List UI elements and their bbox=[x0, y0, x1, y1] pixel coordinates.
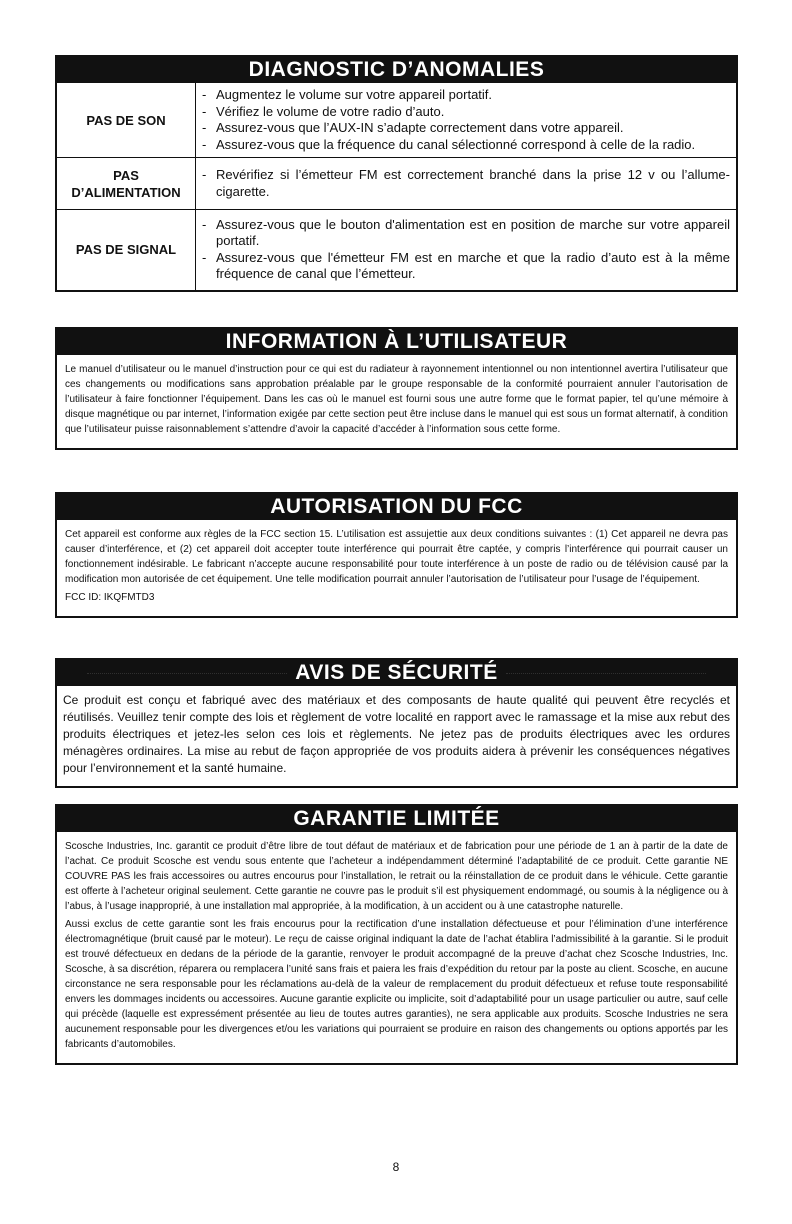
warranty-paragraph-1: Scosche Industries, Inc. garantit ce produit d’être libre de tout défaut de matériaux et de fabrication pour une période de 1 an à partir de la date de l’achat. Ce produit Scosche est vendu sous entente que l’acheteur a indépendamment déterminé l’adaptabilité de ce produit. Cette garantie NE COUVRE PAS les frais accessoires ou autres encourus pour l’installation, le retrait ou la réinstallation de ce produit dans le véhicule. Cette garantie est offerte à l’acheteur original seulement. Cette garantie ne couvre pas le produit s’il est physiquement endommagé, ou soumis à la négligence ou à l’abus, à l’usage inapproprié, à une installation mal appropriée, à la modification, à un accident ou à une catastrophe naturelle. bbox=[65, 841, 728, 912]
page-number: 8 bbox=[392, 1160, 400, 1174]
diagnostic-title: DIAGNOSTIC D’ANOMALIES bbox=[57, 57, 736, 83]
fcc-id: FCC ID: IKQFMTD3 bbox=[65, 592, 155, 603]
user-info-title: INFORMATION À L’UTILISATEUR bbox=[57, 329, 736, 355]
safety-text: Ce produit est conçu et fabriqué avec des matériaux et des composants de haute qualité qui peuvent être recyclés et réutilisés. Veuillez tenir compte des lois et règlement de votre localité en rapport avec le ramassage et la mise aux rebut des produits électriques et jetez-les selon ces lois et règlements. Ne jetez pas de produits électriques avec les ordures ménagères ordinaires. La mise au rebut de façon appropriée de vos produits aidera à prévenir les conséquences négatives pour l’environnement et la santé humaine. bbox=[63, 693, 730, 775]
list-item: - Vérifiez le volume de votre radio d’auto. bbox=[202, 103, 445, 119]
row-label-no-sound: PAS DE SON bbox=[57, 83, 196, 158]
list-item: - Assurez-vous que la fréquence du canal sélectionné correspond à celle de la radio. bbox=[202, 136, 696, 152]
list-item: - Assurez-vous que l'émetteur FM est en marche et que la radio d’auto est à la même fréquence de canal que l’émetteur. bbox=[202, 249, 730, 282]
user-info-body bbox=[57, 355, 736, 448]
list-item: - Revérifiez si l’émetteur FM est correctement branché dans la prise 12 v ou l’allume-cigarette. bbox=[202, 167, 730, 199]
fcc-title: AUTORISATION DU FCC bbox=[57, 494, 736, 520]
row-items-no-sound bbox=[196, 83, 737, 158]
table-row bbox=[57, 210, 736, 290]
user-info-text: Le manuel d’utilisateur ou le manuel d’instruction pour ce qui est du radiateur à rayonnement intentionnel ou non intentionnel avertira l’utilisateur que ces changements ou modifications sans approbation préalable par le groupe responsable de la conformité pourraient annuler l’autorisation de l’utilisateur à faire fonctionner l’équipement. Dans les cas où le manuel est fourni sous une autre forme que le format papier, tel qu’une mémoire à disque magnétique ou par internet, l’information exigée par cette section peut être incluse dans le manuel qui est sous un format alternatif, à condition que l’utilisateur puisse raisonnablement s’attendre d’avoir la capacité d’accéder à l’information sous cette forme. bbox=[65, 364, 728, 435]
warranty-title: GARANTIE LIMITÉE bbox=[57, 806, 736, 832]
fcc-section bbox=[55, 492, 738, 618]
row-label-no-signal: PAS DE SIGNAL bbox=[57, 210, 196, 290]
safety-section bbox=[55, 658, 738, 788]
row-items-no-power bbox=[196, 158, 737, 210]
safety-body bbox=[57, 686, 736, 786]
safety-title-bar bbox=[57, 660, 736, 686]
row-items-no-signal bbox=[196, 210, 737, 290]
diagnostic-section bbox=[55, 55, 738, 292]
diagnostic-table bbox=[57, 83, 736, 290]
warranty-paragraph-2: Aussi exclus de cette garantie sont les frais encourus pour la rectification d’une installation défectueuse et pour l’élimination d’une interférence électromagnétique (bruit causé par le moteur). Le reçu de caisse original indiquant la date de l’achat établira l’admissibilité à la garantie. Si le produit est trouvé défectueux en dedans de la période de la garantie, renvoyer le produit accompagné de la preuve d’achat chez Scosche Industries, Inc. Scosche, à sa discrétion, réparera ou remplacera l’unité sans frais et paiera les frais d’expédition du retour par la poste au client. Scosche, en aucune circonstance ne sera responsable pour les réclamations au-delà de la valeur de remplacement du produit défectueux et refuse toute responsabilité envers les dommages incidents ou accessoires. Aucune garantie explicite ou implicite, soit d’adaptabilité pour un usage particulier ou autre, sauf celle qui précède (laquelle est expressément présentée au lieu de toutes autres garanties), ne sera applicable aux produits. Scosche Industries ne sera aucunement responsable pour les divergences et/ou les variations qui pourraient se produire en raison des changements ou options apportés par les fabricants d’automobiles. bbox=[65, 919, 728, 1050]
safety-title: AVIS DE SÉCURITÉ bbox=[295, 661, 498, 684]
row-label-no-power-line2: D’ALIMENTATION bbox=[71, 184, 181, 200]
list-item: - Augmentez le volume sur votre appareil portatif. bbox=[202, 87, 493, 102]
fcc-body bbox=[57, 520, 736, 616]
fcc-text: Cet appareil est conforme aux règles de la FCC section 15. L’utilisation est assujettie aux deux conditions suivantes : (1) Cet appareil ne devra pas causer d’interférence, et (2) cet appareil doit accepter toute interférence qui pourrait être captée, y compris l’interférence qui pourrait causer un fonctionnement indésirable. Le fabricant n’accepte aucune responsabilité pour toute interférence à un poste de radio ou de télévision causé par la modification mon autorisée de cet équipement. Une telle modification pourrait annuler l’autorisation de l’utilisateur pour l’usage de l’équipement. bbox=[65, 529, 728, 585]
list-item: - Assurez-vous que le bouton d'alimentation est en position de marche sur votre appareil portatif. bbox=[202, 216, 730, 249]
row-label-no-power bbox=[57, 158, 196, 210]
list-item: - Assurez-vous que l’AUX-IN s’adapte correctement dans votre appareil. bbox=[202, 120, 624, 135]
user-info-section bbox=[55, 327, 738, 450]
row-label-no-power-line1: PAS bbox=[113, 167, 139, 183]
decorative-dots-left bbox=[87, 673, 287, 674]
table-row bbox=[57, 158, 736, 210]
decorative-dots-right bbox=[506, 673, 706, 674]
table-row bbox=[57, 83, 736, 158]
warranty-section bbox=[55, 804, 738, 1065]
warranty-body bbox=[57, 832, 736, 1063]
